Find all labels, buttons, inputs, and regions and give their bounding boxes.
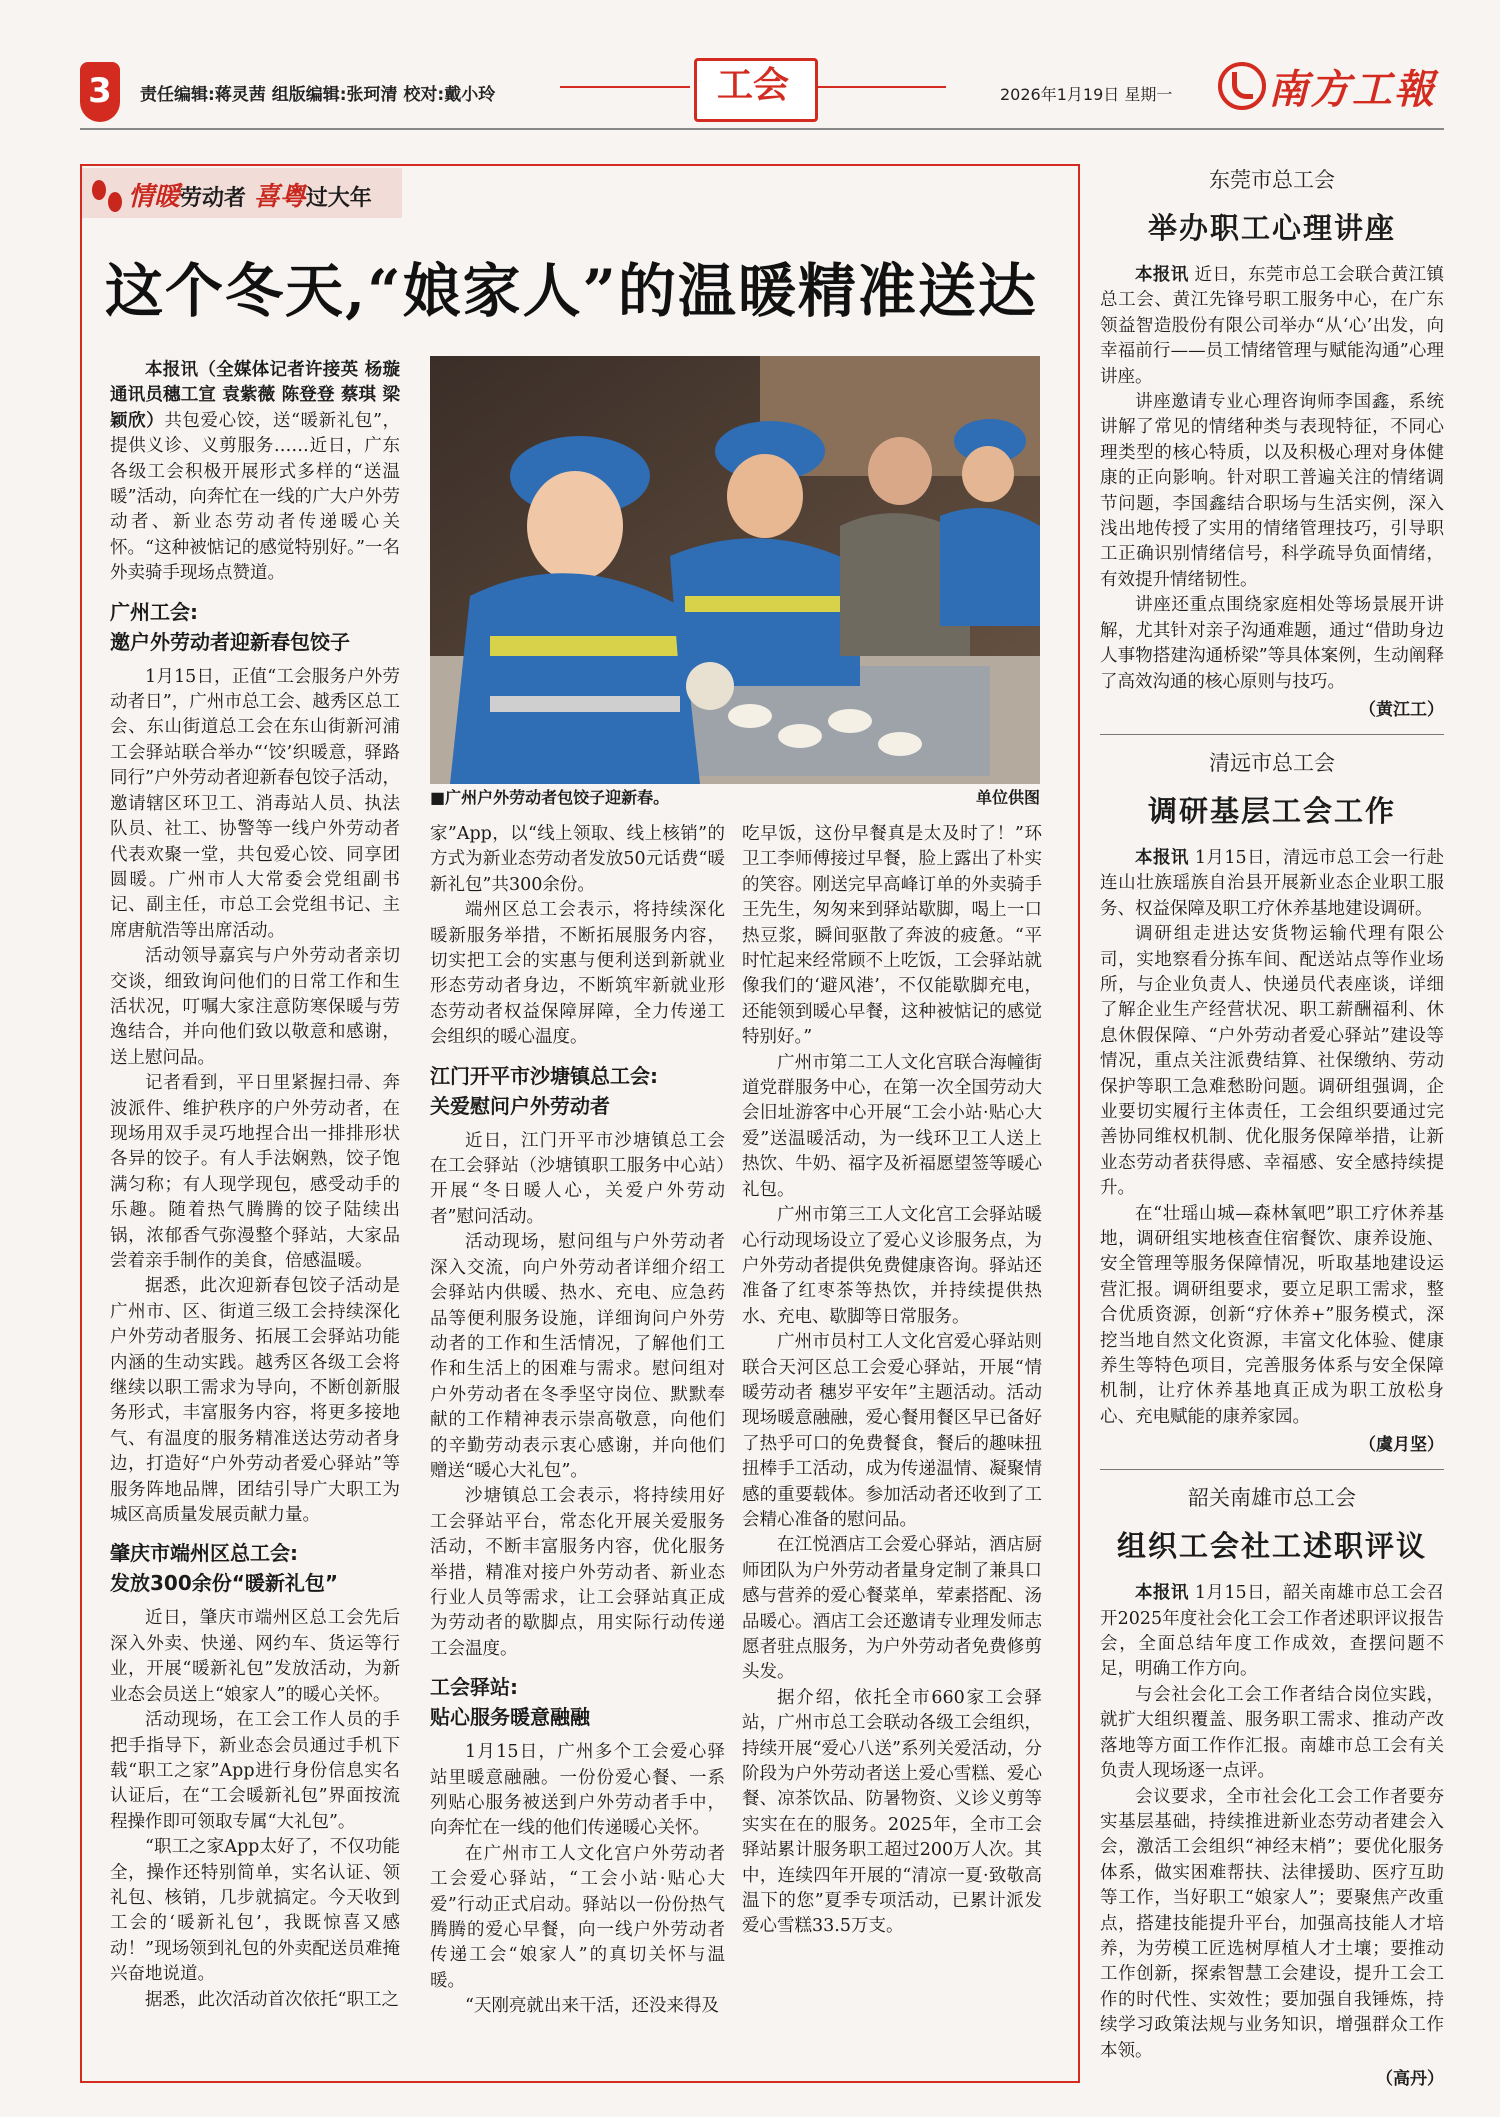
- lantern-icon: [92, 180, 106, 200]
- subhead-guangzhou-a: 广州工会:: [110, 599, 198, 624]
- brief-nanxiong: [1100, 1482, 1444, 2089]
- brief-title: 举办职工心理讲座: [1147, 211, 1396, 245]
- paragraph: 活动领导嘉宾与户外劳动者亲切交谈，细致询问他们的日常工作和生活状况，叮嘱大家注意防寒保暖与劳逸结合，并向他们致以敬意和感谢，送上慰问品。: [110, 946, 400, 1068]
- paragraph: 近日，肇庆市端州区总工会先后深入外卖、快递、网约车、货运等行业，开展“暖新礼包”发放活动，为新业态会员送上“娘家人”的暖心关怀。: [110, 1608, 400, 1705]
- subhead-guangzhou-b: 邀户外劳动者迎新春包饺子: [110, 629, 350, 654]
- paragraph: 在江悦酒店工会爱心驿站，酒店厨师团队为户外劳动者量身定制了兼具口感与营养的爱心餐菜单，荤素搭配、汤品暖心。酒店工会还邀请专业理发师志愿者驻点服务，为户外劳动者免费修剪头发。: [742, 1535, 1042, 1683]
- brief-org: 东莞市总工会: [1209, 168, 1335, 192]
- paragraph: 端州区总工会表示，将持续深化暖新服务举措，不断拓展服务内容，切实把工会的实惠与便利送到新就业形态劳动者身边，不断筑牢新就业形态劳动者权益保障屏障，全力传递工会组织的暖心温度。: [430, 900, 725, 1048]
- paragraph: 在“壮瑶山城—森林氧吧”职工疗休养基地，调研组实地核查住宿餐饮、康养设施、安全管理等服务保障情况，听取基地建设运营汇报。调研组要求，要立足职工需求，整合优质资源，创新“疗休养+”服务模式，深挖当地自然文化资源，丰富文化体验、健康养生等特色项目，完善服务体系与安全保障机制，让疗休养基地真正成为职工放松身心、充电赋能的康养家园。: [1100, 1203, 1444, 1427]
- brief-org: 清远市总工会: [1209, 750, 1335, 775]
- subhead-kaiping-b: 关爱慰问户外劳动者: [430, 1093, 610, 1118]
- news-briefs-column: [1100, 164, 1444, 2089]
- headline: 这个冬天,“娘家人”的温暖精准送达: [105, 257, 1038, 325]
- subhead-station-b: 贴心服务暖意融融: [430, 1705, 590, 1730]
- article-column-1: [110, 358, 400, 2013]
- brief-signature: （高丹）: [1376, 2068, 1444, 2089]
- paragraph: 近日，东莞市总工会联合黄江镇总工会、黄江先锋号职工服务中心，在广东领益智造股份有限公司举办“从‘心’出发，向幸福前行——员工情绪管理与赋能沟通”心理讲座。: [1100, 265, 1445, 387]
- paragraph: 在广州市工人文化宫户外劳动者工会爱心驿站，“工会小站·贴心大爱”行动正式启动。驿站以一份份热气腾腾的爱心早餐，向一线户外劳动者传递工会“娘家人”的真切关怀与温暖。: [430, 1843, 725, 1991]
- paragraph: 据介绍，依托全市660家工会驿站，广州市总工会联动各级工会组织，持续开展“爱心八送”系列关爱活动，分阶段为户外劳动者送上爱心雪糕、爱心餐、凉茶饮品、防暑物资、义诊义剪等实实在在的服务。2025年，全市工会驿站累计服务职工超过200万人次。其中，连续四年开展的“清凉一夏·致敬高温下的您”夏季专项活动，已累计派发爱心雪糕33.5万支。: [742, 1687, 1042, 1937]
- paragraph: 广州市第三工人文化宫工会驿站暖心行动现场设立了爱心义诊服务点，为户外劳动者提供免费健康咨询。驿站还准备了红枣茶等热饮，并持续提供热水、充电、歇脚等日常服务。: [742, 1205, 1042, 1327]
- paragraph: 据悉，此次活动首次依托“职工之: [145, 1989, 399, 2010]
- banner-part-2: 劳动者: [180, 185, 247, 211]
- article-column-3: [742, 822, 1042, 1940]
- brief-byline: 本报讯: [1135, 265, 1189, 285]
- newspaper-logo: 南方工報: [1268, 66, 1436, 113]
- paragraph: “职工之家App太好了，不仅功能全，操作还特别简单，实名认证、领礼包、核销，几步就搞定。今天收到工会的‘暖新礼包’，我既惊喜又感动！”现场领到礼包的外卖配送员难掩兴奋地说道。: [110, 1837, 400, 1985]
- paragraph: 广州市员村工人文化宫爱心驿站则联合天河区总工会爱心驿站，开展“情暖劳动者 穗岁平安年”主题活动。活动现场暖意融融，爱心餐用餐区早已备好了热乎可口的免费餐食，餐后的趣味扭扭棒手工活动，成为传递温情、凝聚情感的重要载体。参加活动者还收到了工会精心准备的慰问品。: [742, 1332, 1042, 1530]
- paragraph: 1月15日，正值“工会服务户外劳动者日”，广州市总工会、越秀区总工会、东山街道总工会在东山街新河浦工会驿站联合举办“‘饺’织暖意，驿路同行”户外劳动者迎新春包饺子活动，邀请辖区环卫工、消毒站人员、执法队员、社工、协警等一线户外劳动者代表欢聚一堂，共包爱心饺、同享团圆暖。广州市人大常委会党组副书记、副主任，市总工会党组书记、主席唐航浩等出席活动。: [110, 666, 400, 941]
- paragraph: 活动现场，慰问组与户外劳动者深入交流，向户外劳动者详细介绍工会驿站内供暖、热水、充电、应急药品等便利服务设施，详细询问户外劳动者的工作和生活情况，了解他们工作和生活上的困难与需求。慰问组对户外劳动者在冬季坚守岗位、默默奉献的工作精神表示崇高敬意，向他们的辛勤劳动表示衷心感谢，并向他们赠送“暖心大礼包”。: [430, 1232, 725, 1481]
- brief-org: 韶关南雄市总工会: [1188, 1486, 1356, 1511]
- photo-caption: ■广州户外劳动者包饺子迎新春。: [430, 788, 670, 807]
- publication-date: 2026年1月19日 星期一: [1000, 85, 1173, 104]
- paragraph: 家”App，以“线上领取、线上核销”的方式为新业态劳动者发放50元话费“暖新礼包”共300余份。: [430, 824, 725, 895]
- brief-qingyuan: [1100, 747, 1444, 1455]
- brief-byline: 本报讯: [1135, 847, 1189, 868]
- subhead-zhaoqing-b: 发放300余份“暖新礼包”: [110, 1571, 339, 1596]
- paragraph: “天刚亮就出来干活，还没来得及: [465, 1996, 719, 2017]
- brief-divider: [1100, 1469, 1444, 1470]
- lead-text: 共包爱心饺，送“暖新礼包”，提供义诊、义剪服务……近日，广东各级工会积极开展形式多样的“送温暖”活动，向奔忙在一线的广大户外劳动者、新业态劳动者传递暖心关怀。“这种被惦记的感觉特别好。”一名外卖骑手现场点赞道。: [110, 410, 400, 584]
- article-photo: [430, 356, 1040, 784]
- subhead-kaiping-a: 江门开平市沙塘镇总工会:: [430, 1063, 658, 1088]
- brief-divider: [1100, 734, 1444, 735]
- section-title: 工会: [716, 65, 789, 106]
- paragraph: 1月15日，韶关南雄市总工会召开2025年度社会化工会工作者述职评议报告会，全面总结年度工作成效，查摆问题不足，明确工作方向。: [1100, 1583, 1445, 1680]
- paragraph: 活动现场，在工会工作人员的手把手指导下，新业态会员通过手机下载“职工之家”App进行身份信息实名认证后，在“工会暖新礼包”界面按流程操作即可领取专属“大礼包”。: [110, 1710, 400, 1832]
- section-ornament-right: [816, 86, 946, 88]
- paragraph: 调研组走进达安货物运输代理有限公司，实地察看分拣车间、配送站点等作业场所，与企业负责人、快递员代表座谈，详细了解企业生产经营状况、职工薪酬福利、休息休假保障、“户外劳动者爱心驿站”建设等情况，重点关注派费结算、社保缴纳、劳动保护等职工急难愁盼问题。调研组强调，企业要切实履行主体责任，工会组织要通过完善协同维权机制、优化服务保障举措，让新业态劳动者获得感、幸福感、安全感持续提升。: [1100, 924, 1444, 1199]
- brief-byline: 本报讯: [1135, 1583, 1189, 1604]
- paragraph: 1月15日，广州多个工会爱心驿站里暖意融融。一份份爱心餐、一系列贴心服务被送到户外劳动者手中，向奔忙在一线的他们传递暖心关怀。: [430, 1742, 725, 1839]
- brief-signature: （虞月坚）: [1359, 1435, 1444, 1456]
- banner-part-1: 情暖: [128, 182, 181, 212]
- header-divider: [80, 128, 1444, 130]
- lantern-icon: [108, 192, 122, 212]
- photo-credit: 单位供图: [975, 788, 1040, 807]
- brief-dongguan: [1100, 164, 1444, 720]
- subhead-zhaoqing-a: 肇庆市端州区总工会:: [110, 1541, 298, 1566]
- paragraph: 讲座还重点围绕家庭相处等场景展开讲解，尤其针对亲子沟通难题，通过“借助身边人事物搭建沟通桥梁”等具体案例，生动阐释了高效沟通的核心原则与技巧。: [1100, 595, 1444, 692]
- paragraph: 与会社会化工会工作者结合岗位实践，就扩大组织覆盖、服务职工需求、推动产改落地等方面工作作汇报。南雄市总工会有关负责人现场逐一点评。: [1100, 1684, 1444, 1782]
- paragraph: 会议要求，全市社会化工会工作者要夯实基层基础，持续推进新业态劳动者建会入会，激活工会组织“神经末梢”；要优化服务体系，做实困难帮扶、法律援助、医疗互助等工作，当好职工“娘家人”；要聚焦产改重点，搭建技能提升平台，加强高技能人才培养，为劳模工匠选树厚植人才土壤；要推动工作创新，探索智慧工会建设，提升工会工作的时代性、实效性；要加强自我锤炼，持续学习政策法规与业务知识，增强群众工作本领。: [1100, 1786, 1444, 2061]
- article-column-2: [430, 822, 725, 2020]
- newspaper-logo-icon: [1218, 62, 1266, 110]
- paragraph: 吃早饭，这份早餐真是太及时了！”环卫工李师傅接过早餐，脸上露出了朴实的笑容。刚送完早高峰订单的外卖骑手王先生，匆匆来到驿站歇脚，喝上一口热豆浆，瞬间驱散了奔波的疲惫。“平时忙起来经常顾不上吃饭，工会驿站就像我们的‘避风港’，不仅能歇脚充电，还能领到暖心早餐，这种被惦记的感觉特别好。”: [742, 824, 1042, 1048]
- lead-byline: 本报讯（全媒体记者许接英 杨璇 通讯员穗工宣 袁紫薇 陈登登 蔡琪 梁颖欣）: [110, 360, 400, 431]
- campaign-banner-text: [128, 176, 372, 213]
- brief-signature: （黄江工）: [1359, 699, 1444, 720]
- photo-dumpling-making-icon: [430, 356, 1040, 784]
- paragraph: 沙塘镇总工会表示，将持续用好工会驿站平台，常态化开展关爱服务活动，不断丰富服务内容，优化服务举措，精准对接户外劳动者、新业态行业人员等需求，让工会驿站真正成为劳动者的歇脚点，用实际行动传递工会温度。: [430, 1486, 725, 1659]
- paragraph: 讲座邀请专业心理咨询师李国鑫，系统讲解了常见的情绪种类与表现特征，不同心理类型的核心特质，以及积极心理对身体健康的正向影响。针对职工普遍关注的情绪调节问题，李国鑫结合职场与生活实例，深入浅出地传授了实用的情绪管理技巧，引导职工正确识别情绪信号，科学疏导负面情绪，有效提升情绪韧性。: [1100, 392, 1444, 590]
- brief-title: 调研基层工会工作: [1147, 793, 1396, 828]
- photo-caption-row: [430, 785, 1040, 808]
- paragraph: 据悉，此次迎新春包饺子活动是广州市、区、街道三级工会持续深化户外劳动者服务、拓展工会驿站功能内涵的生动实践。越秀区各级工会将继续以职工需求为导向，不断创新服务形式，丰富服务内容，将更多接地气、有温度的服务精准送达劳动者身边，打造好“户外劳动者爱心驿站”等服务阵地品牌，团结引导广大职工为城区高质量发展贡献力量。: [110, 1276, 400, 1526]
- brief-title: 组织工会社工述职评议: [1116, 1529, 1427, 1564]
- page-number-badge: 3: [80, 62, 120, 122]
- banner-part-3: 喜粤: [253, 182, 306, 212]
- banner-part-4: 过大年: [305, 185, 372, 211]
- paragraph: 记者看到，平日里紧握扫帚、奔波派件、维护秩序的户外劳动者，在现场用双手灵巧地捏合出一排排形状各异的饺子。有人手法娴熟，饺子饱满匀称；有人现学现包，感受动手的乐趣。随着热气腾腾的饺子陆续出锅，浓郁香气弥漫整个驿站，大家品尝着亲手制作的美食，倍感温暖。: [110, 1073, 400, 1271]
- paragraph: 近日，江门开平市沙塘镇总工会在工会驿站（沙塘镇职工服务中心站）开展“冬日暖人心，关爱户外劳动者”慰问活动。: [430, 1130, 725, 1227]
- paragraph: 广州市第二工人文化宫联合海幢街道党群服务中心，在第一次全国劳动大会旧址游客中心开展“工会小站·贴心大爱”送温暖活动，为一线环卫工人送上热饮、牛奶、福字及祈福愿望签等暖心礼包。: [742, 1052, 1042, 1200]
- editor-credits: 责任编辑:蒋灵茜 组版编辑:张珂清 校对:戴小玲: [140, 85, 496, 105]
- subhead-station-a: 工会驿站:: [430, 1675, 518, 1700]
- paragraph: 1月15日，清远市总工会一行赴连山壮族瑶族自治县开展新业态企业职工服务、权益保障及职工疗休养基地建设调研。: [1100, 847, 1445, 919]
- section-ornament-left: [560, 86, 690, 88]
